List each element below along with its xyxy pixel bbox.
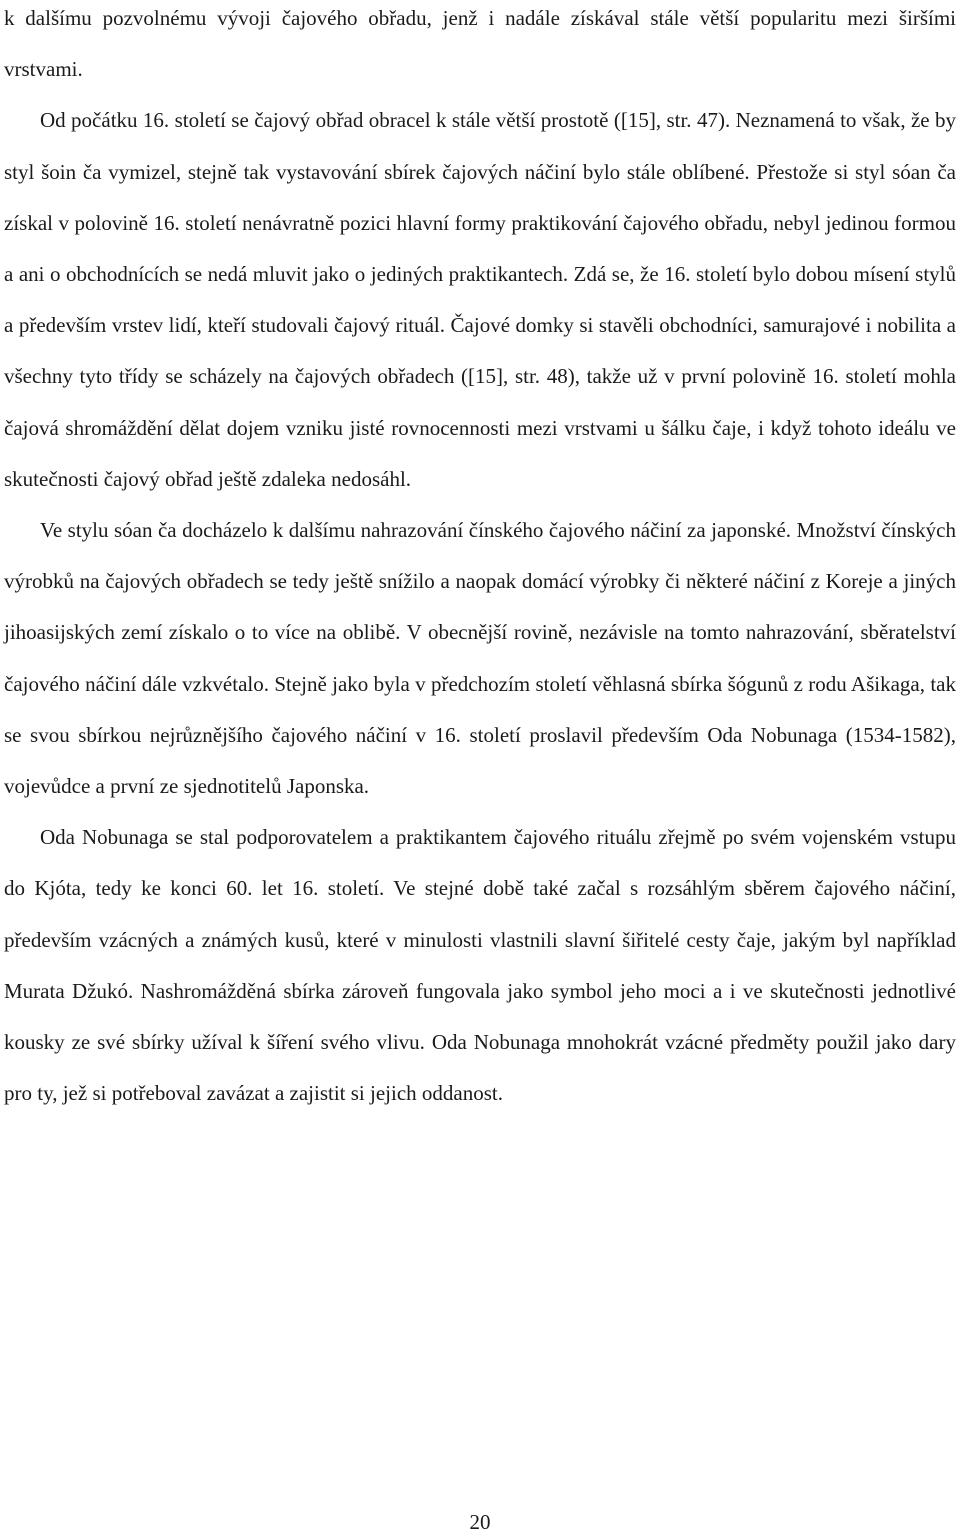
paragraph-3: Ve stylu sóan ča docházelo k dalšímu nahrazování čínského čajového náčiní za japonské. Množství čínských výrobků na čajových obřadech se tedy ještě snížilo a naopak domácí výrobky či některé náčiní z Koreje a jiných jihoasijských zemí získalo o to více na oblibě. V obecnější rovině, nezávisle na tomto nahrazování, sběratelství čajového náčiní dále vzkvétalo. Stejně jako byla v předchozím století věhlasná sbírka šógunů z rodu Ašikaga, tak se svou sbírkou nejrůznějšího čajového náčiní v 16. století proslavil především Oda Nobunaga (1534-1582), vojevůdce a první ze sjednotitelů Japonska. [4,518,956,799]
page-number: 20 [469,1510,491,1534]
paragraph-4: Oda Nobunaga se stal podporovatelem a praktikantem čajového rituálu zřejmě po svém vojenském vstupu do Kjóta, tedy ke konci 60. let 16. století. Ve stejné době také začal s rozsáhlým sběrem čajového náčiní, především vzácných a známých kusů, které v minulosti vlastnili slavní šiřitelé cesty čaje, jakým byl například Murata Džukó. Nashromážděná sbírka zároveň fungovala jako symbol jeho moci a i ve skutečnosti jednotlivé kousky ze své sbírky užíval k šíření svého vlivu. Oda Nobunaga mnohokrát vzácné předměty použil jako dary pro ty, jež si potřeboval zavázat a zajistit si jejich oddanost. [4,825,956,1106]
document-page [4,0,956,1119]
paragraph-2: Od počátku 16. století se čajový obřad obracel k stále větší prostotě ([15], str. 47). Neznamená to však, že by styl šoin ča vymizel, stejně tak vystavování sbírek čajových náčiní bylo stále oblíbené. Přestože si styl sóan ča získal v polovině 16. století nenávratně pozici hlavní formy praktikování čajového obřadu, nebyl jedinou formou a ani o obchodnících se nedá mluvit jako o jediných praktikantech. Zdá se, že 16. století bylo dobou mísení stylů a především vrstev lidí, kteří studovali čajový rituál. Čajové domky si stavěli obchodníci, samurajové i nobilita a všechny tyto třídy se scházely na čajových obřadech ([15], str. 48), takže už v první polovině 16. století mohla čajová shromáždění dělat dojem vzniku jisté rovnocennosti mezi vrstvami u šálku čaje, i když tohoto ideálu ve skutečnosti čajový obřad ještě zdaleka nedosáhl. [4,108,956,491]
paragraph-1: k dalšímu pozvolnému vývoji čajového obřadu, jenž i nadále získával stále větší popularitu mezi širšími vrstvami. [4,6,956,82]
